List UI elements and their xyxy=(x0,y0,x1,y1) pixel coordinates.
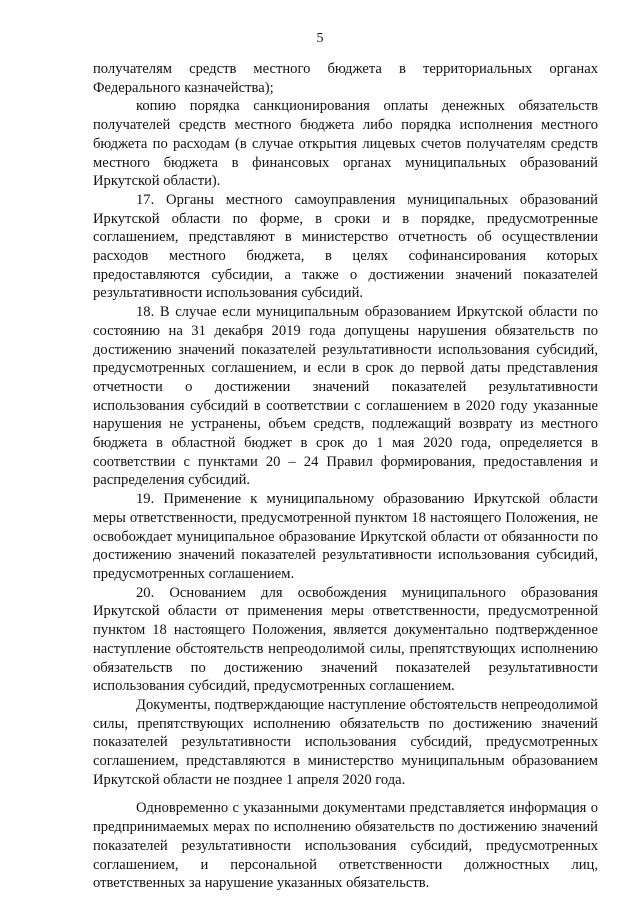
paragraph-sanction-procedure: копию порядка санкционирования оплаты денежных обязательств получателей средств местного бюджета либо порядка исполнения местного бюджета по расходам (в случае открытия лицевых счетов получателям средств местного бюджета в финансовых органах муниципальных образований Иркутской области). xyxy=(93,98,598,190)
paragraph-documents: Документы, подтверждающие наступление обстоятельств непреодолимой силы, препятствующих исполнению обязательств по достижению значений показателей результативности использования субсидий, предусмотренных соглашением, представляются в министерство муниципальным образованием Иркутской области не позднее 1 апреля 2020 года. xyxy=(93,696,598,788)
paragraph-recipients-continuation: получателям средств местного бюджета в территориальных органах Федерального казначейства); xyxy=(93,61,598,96)
paragraph-item-17: 17. Органы местного самоуправления муниципальных образований Иркутской области по форме, в сроки и в порядке, предусмотренные соглашением, представляют в министерство отчетность об осуществлении расходов местного бюджета, в целях софинансирования которых предоставляются субсидии, а также о достижении значений показателей результативности использования субсидий. xyxy=(93,191,598,302)
page-number: 5 xyxy=(316,31,324,46)
paragraph-additional-information: Одновременно с указанными документами представляется информация о предпринимаемых мерах по исполнению обязательств по достижению значений показателей результативности использования субсидий, предусмотренных соглашением, и персональной ответственности должностных лиц, ответственных за нарушение указанных обязательств. xyxy=(93,800,598,892)
paragraph-item-20: 20. Основанием для освобождения муниципального образования Иркутской области от применения меры ответственности, предусмотренной пунктом 18 настоящего Положения, является документально подтвержденное наступление обстоятельств непреодолимой силы, препятствующих исполнению обязательств по достижению значений показателей результативности использования субсидий, предусмотренных соглашением. xyxy=(93,584,598,695)
document-body xyxy=(93,60,598,893)
paragraph-item-18: 18. В случае если муниципальным образованием Иркутской области по состоянию на 31 декабря 2019 года допущены нарушения обязательств по достижению значений показателей результативности использования субсидий, предусмотренных соглашением, и если в срок до первой даты представления отчетности о достижении значений показателей результативности использования субсидий в соответствии с соглашением в 2020 году указанные нарушения не устранены, объем средств, подлежащий возврату из местного бюджета в областной бюджет в срок до 1 мая 2020 года, определяется в соответствии с пунктами 20 – 24 Правил формирования, предоставления и распределения субсидий. xyxy=(93,304,598,489)
paragraph-item-19: 19. Применение к муниципальному образованию Иркутской области меры ответственности, предусмотренной пунктом 18 настоящего Положения, не освобождает муниципальное образование Иркутской области от обязанности по достижению значений показателей результативности использования субсидий, предусмотренных соглашением. xyxy=(93,491,598,582)
